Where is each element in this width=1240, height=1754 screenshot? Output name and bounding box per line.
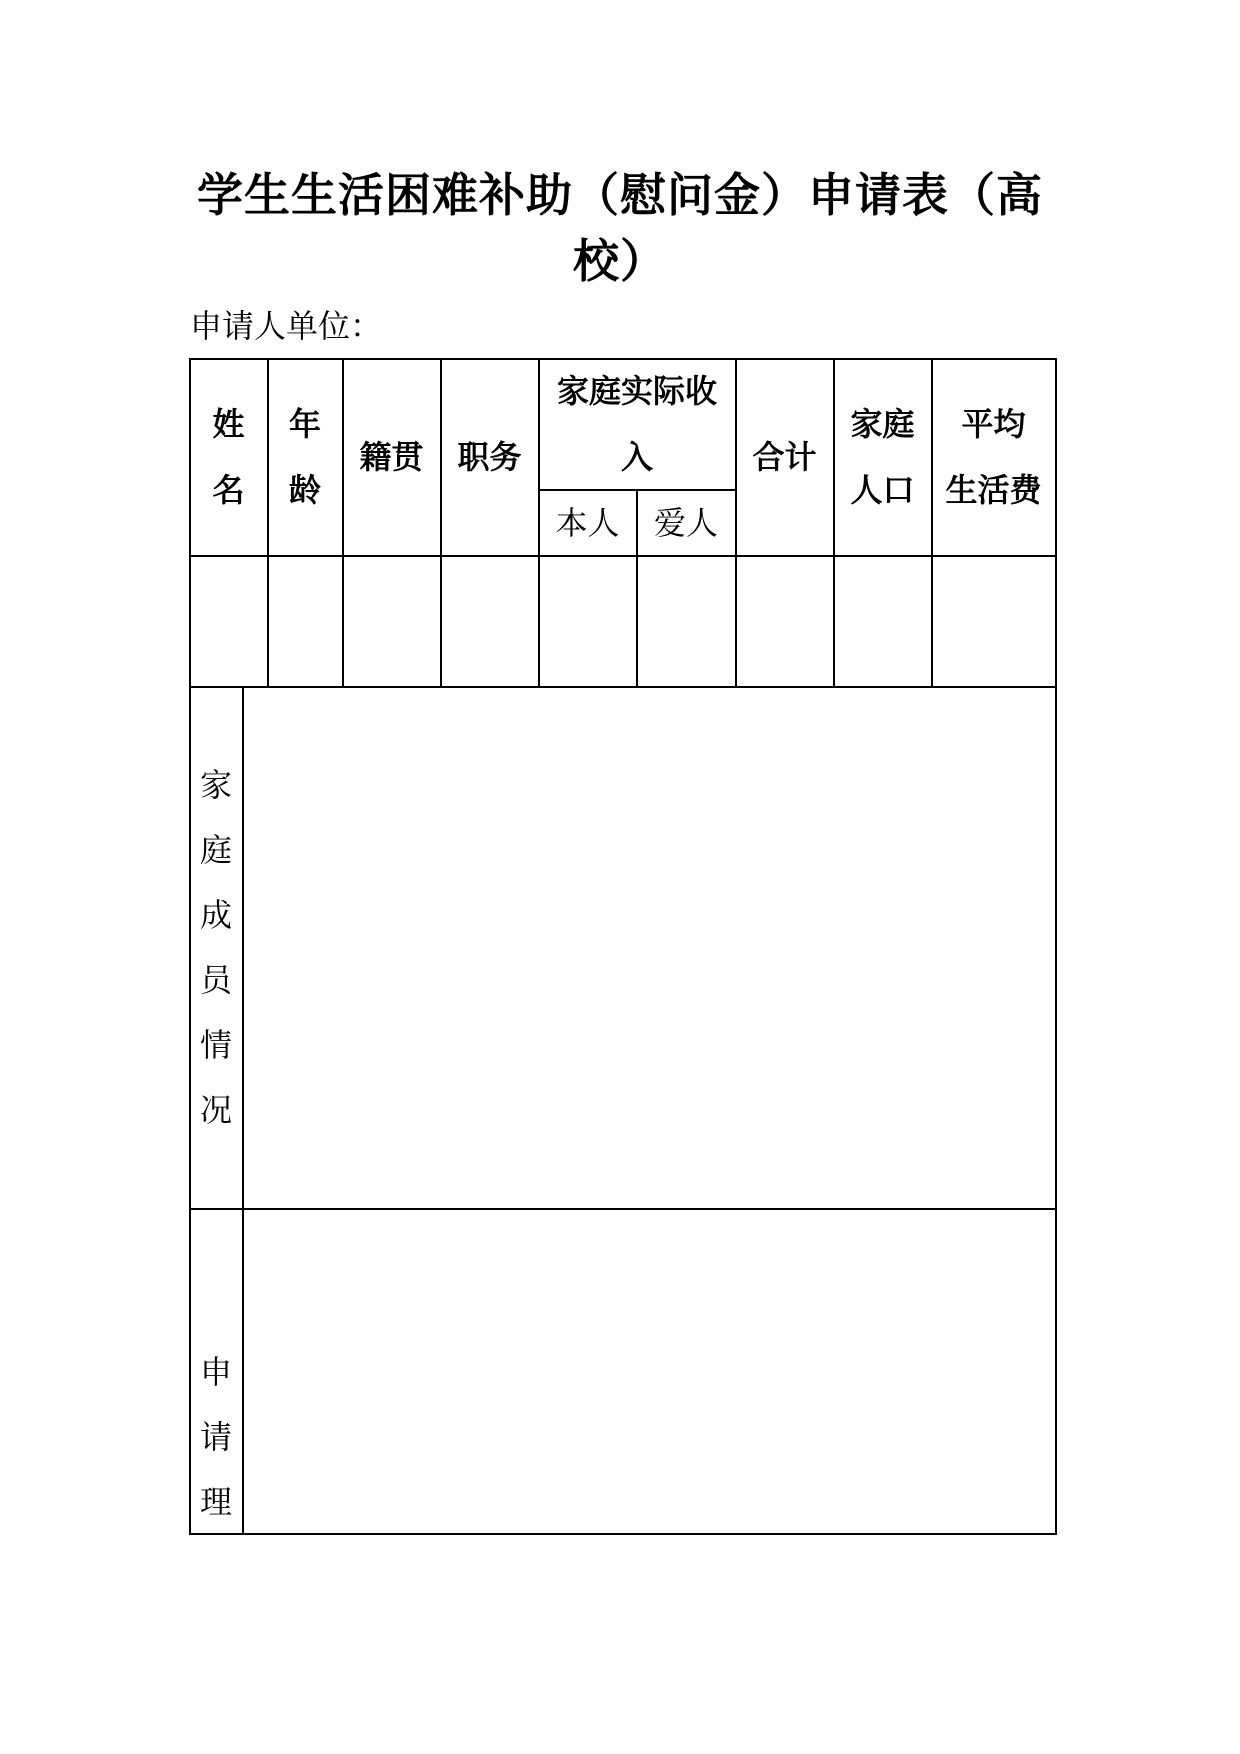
position-field[interactable] [441, 556, 538, 686]
family-population-field[interactable] [834, 556, 931, 686]
name-field[interactable] [190, 556, 267, 686]
average-living-cost-field[interactable] [932, 556, 1055, 686]
family-members-label: 家 庭 成 员 情 况 [199, 765, 232, 1129]
header-family-income: 家庭实际收 入 [556, 372, 717, 476]
header-age: 年 龄 [288, 405, 321, 509]
native-place-field[interactable] [343, 556, 440, 686]
header-name: 姓 名 [212, 405, 245, 509]
header-native-place: 籍贯 [359, 438, 424, 476]
application-reason-label: 申 请 理 [199, 1353, 232, 1521]
header-self-income: 本人 [555, 503, 620, 542]
form-title: 学生生活困难补助（慰问金）申请表（高校） [197, 168, 1043, 288]
header-spouse-income: 爱人 [653, 503, 718, 542]
header-average-living-cost: 平均 生活费 [945, 405, 1042, 509]
self-income-field[interactable] [539, 556, 636, 686]
header-family-population: 家庭 人口 [850, 405, 915, 509]
total-field[interactable] [736, 556, 833, 686]
header-position: 职务 [457, 438, 522, 476]
header-total: 合计 [752, 438, 817, 476]
applicant-unit-label: 申请人单位： [190, 307, 383, 345]
age-field[interactable] [268, 556, 342, 686]
spouse-income-field[interactable] [637, 556, 735, 686]
application-reason-field[interactable] [243, 1209, 1055, 1533]
family-members-field[interactable] [243, 687, 1055, 1208]
